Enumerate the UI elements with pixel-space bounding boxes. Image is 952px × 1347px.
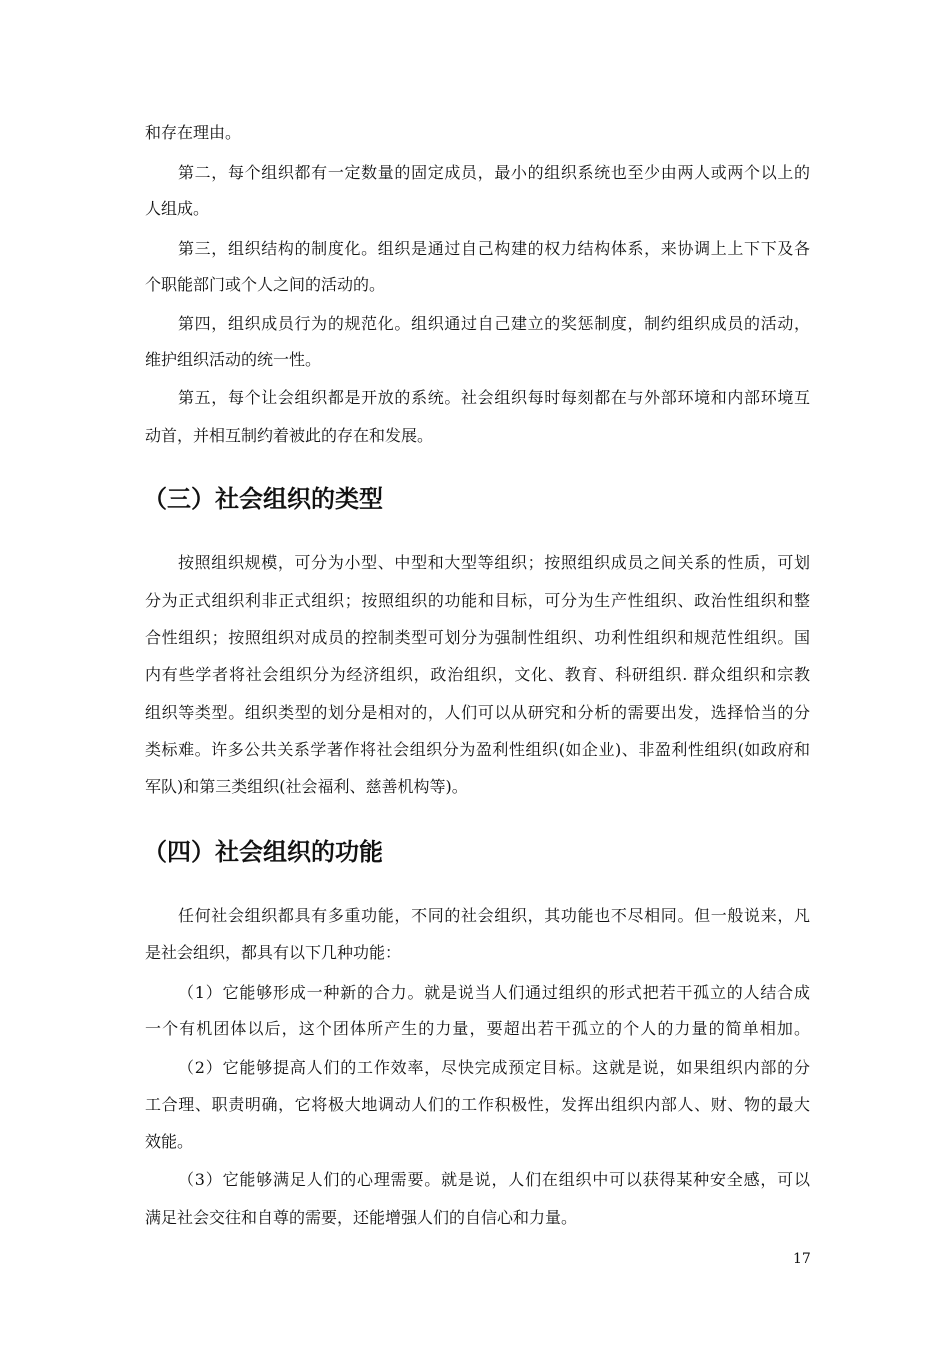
paragraph-line: 工合理、职责明确，它将极大地调动人们的工作积极性，发挥出组织内部人、财、物的最大	[145, 1095, 810, 1114]
page-number: 17	[793, 1251, 811, 1267]
paragraph-line: （3）它能够满足人们的心理需要。就是说，人们在组织中可以获得某种安全感，可以	[178, 1170, 810, 1189]
paragraph-line: 按照组织规模，可分为小型、中型和大型等组织；按照组织成员之间关系的性质，可划	[178, 553, 810, 572]
paragraph-line: （1）它能够形成一种新的合力。就是说当人们通过组织的形式把若干孤立的人结合成	[178, 983, 810, 1002]
paragraph-line: （2）它能够提高人们的工作效率，尽快完成预定目标。这就是说，如果组织内部的分	[178, 1058, 810, 1077]
section-heading-functions: （四）社会组织的功能	[143, 838, 383, 866]
paragraph-line: 效能。	[145, 1132, 194, 1151]
paragraph-line: 人组成。	[145, 199, 210, 218]
paragraph-line: 一个有机团体以后，这个团体所产生的力量，要超出若干孤立的个人的力量的简单相加。	[145, 1019, 810, 1038]
paragraph-line: 个职能部门或个人之间的活动的。	[145, 275, 386, 294]
paragraph-line: 第五，每个让会组织都是开放的系统。社会组织每时每刻都在与外部环境和内部环境互	[178, 388, 810, 407]
paragraph-line: 合性组织；按照组织对成员的控制类型可划分为强制性组织、功利性组织和规范性组织。国	[145, 628, 810, 647]
paragraph-line: 和存在理由。	[145, 123, 242, 142]
paragraph-line: 分为正式组织利非正式组织；按照组织的功能和目标，可分为生产性组织、政治性组织和整	[145, 591, 810, 610]
paragraph-line: 第三，组织结构的制度化。组织是通过自己构建的权力结构体系，来协调上上下下及各	[178, 239, 810, 258]
paragraph-line: 维护组织活动的统一性。	[145, 350, 322, 369]
paragraph-line: 第四，组织成员行为的规范化。组织通过自己建立的奖惩制度，制约组织成员的活动，	[178, 314, 810, 333]
paragraph-line: 任何社会组织都具有多重功能，不同的社会组织，其功能也不尽相同。但一般说来，凡	[178, 906, 810, 925]
paragraph-line: 类标难。许多公共关系学著作将社会组织分为盈利性组织(如企业)、非盈利性组织(如政府和	[145, 740, 810, 759]
paragraph-line: 第二，每个组织都有一定数量的固定成员，最小的组织系统也至少由两人或两个以上的	[178, 163, 810, 182]
paragraph-line: 组织等类型。组织类型的划分是相对的，人们可以从研究和分析的需要出发，选择恰当的分	[145, 703, 810, 722]
paragraph-line: 军队)和第三类组织(社会福利、慈善机构等)。	[145, 777, 468, 796]
paragraph-line: 满足社会交往和自尊的需要，还能增强人们的自信心和力量。	[145, 1208, 578, 1227]
paragraph-line: 内有些学者将社会组织分为经济组织，政治组织，文化、教育、科研组织. 群众组织和宗教	[145, 665, 810, 684]
paragraph-line: 是社会组织，都具有以下几种功能：	[145, 943, 402, 962]
paragraph-line: 动首，并相互制约着被此的存在和发展。	[145, 426, 434, 445]
section-heading-types: （三）社会组织的类型	[143, 485, 383, 513]
